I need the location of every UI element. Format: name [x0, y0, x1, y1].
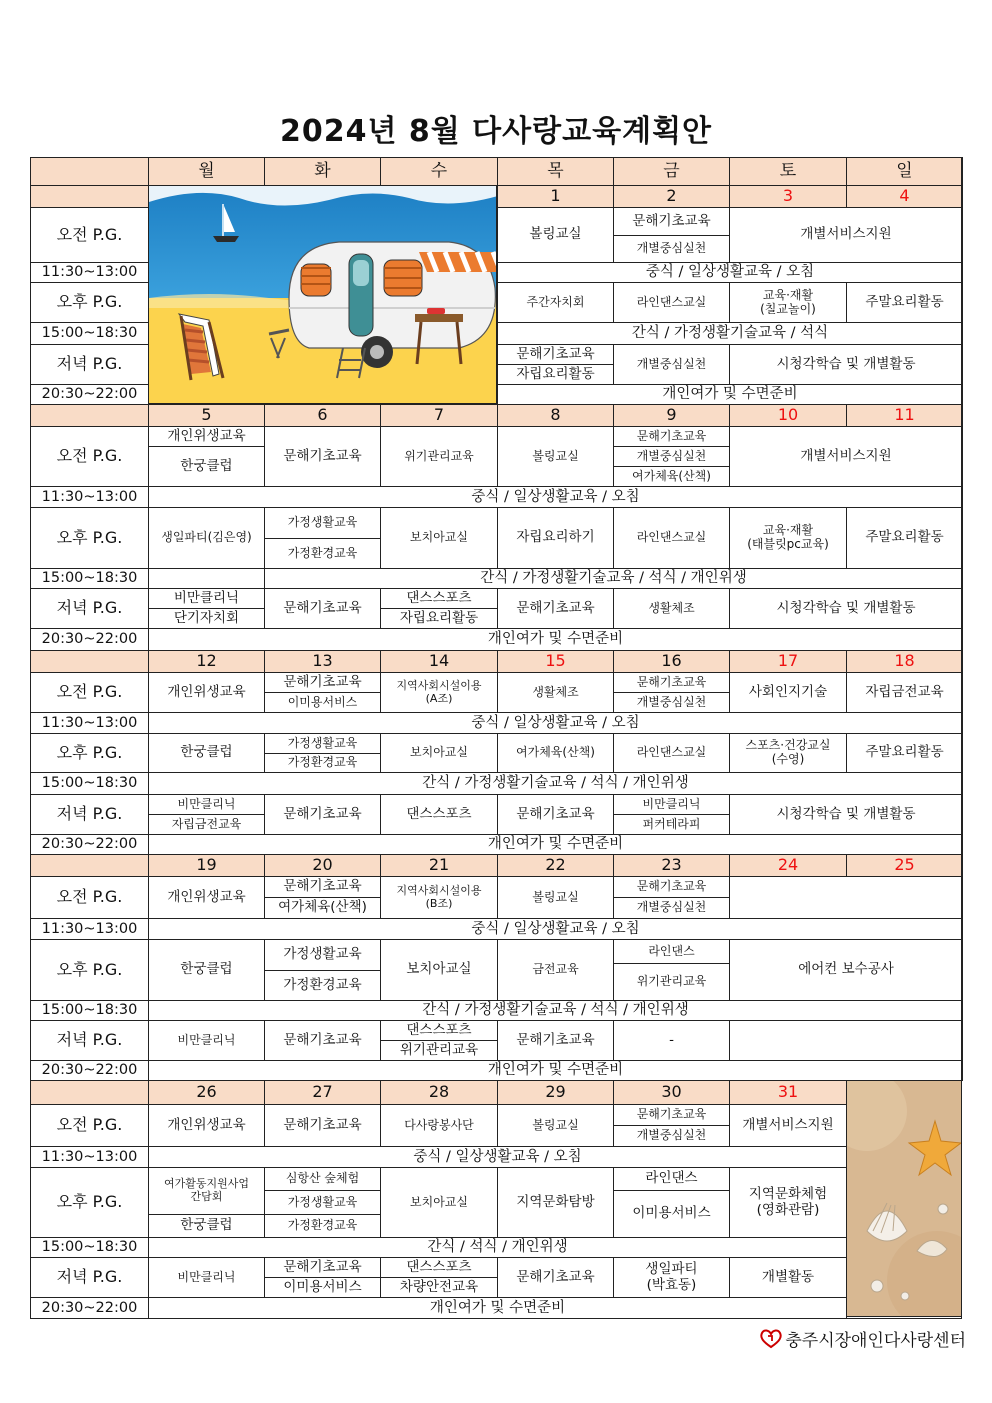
activity-cell: 생일파티 (박효동) — [613, 1257, 730, 1298]
day-header: 일 — [846, 157, 963, 186]
row-label: 오후 P.G. — [30, 733, 149, 773]
activity-cell: 개별활동 — [729, 1257, 847, 1298]
activity-cell: 개별서비스지원 — [729, 207, 963, 263]
activity-cell: - — [613, 1020, 730, 1061]
activity-cell: 단기자치회 — [148, 608, 265, 629]
row-label: 오전 P.G. — [30, 876, 149, 919]
date-cell: 9 — [613, 404, 730, 427]
row-label: 오전 P.G. — [30, 426, 149, 487]
week-header-corner — [30, 854, 149, 877]
activity-cell: 심항산 숲체험 — [264, 1167, 381, 1191]
row-label: 오후 P.G. — [30, 939, 149, 1001]
date-cell: 12 — [148, 650, 265, 673]
row-label: 15:00~18:30 — [30, 322, 149, 345]
activity-cell: 개인여가 및 수면준비 — [497, 384, 963, 405]
activity-cell: 비만클리닉 — [148, 1020, 265, 1061]
activity-cell: 위기관리교육 — [380, 426, 498, 487]
activity-cell: 지역문화체험 (영화관람) — [729, 1167, 847, 1238]
date-cell: 13 — [264, 650, 381, 673]
date-cell: 17 — [729, 650, 847, 673]
activity-cell: 문해기초교육 — [497, 794, 614, 835]
activity-cell: 문해기초교육 — [613, 426, 730, 447]
activity-cell: 댄스스포츠 — [380, 588, 498, 609]
row-label: 오전 P.G. — [30, 1104, 149, 1147]
date-cell: 28 — [380, 1080, 498, 1105]
activity-cell: 라인댄스교실 — [613, 733, 730, 773]
activity-cell: 지역사회시설이용 (A조) — [380, 672, 498, 713]
activity-cell: 사회인지기술 — [729, 672, 847, 713]
activity-cell: 중식 / 일상생활교육 / 오침 — [148, 712, 963, 734]
activity-cell: 가정환경교육 — [264, 1214, 381, 1238]
activity-cell: 퍼커테라피 — [613, 814, 730, 835]
activity-cell: 간식 / 가정생활기술교육 / 석식 / 개인위생 — [148, 1000, 963, 1021]
activity-cell: 위기관리교육 — [380, 1040, 498, 1061]
day-header: 월 — [148, 157, 265, 186]
activity-cell: 에어컨 보수공사 — [729, 939, 963, 1001]
row-label: 오전 P.G. — [30, 207, 149, 263]
day-header: 토 — [729, 157, 847, 186]
activity-cell: 시청각학습 및 개별활동 — [729, 794, 963, 835]
activity-cell: 간식 / 가정생활기술교육 / 석식 — [497, 322, 963, 345]
activity-cell: 볼링교실 — [497, 426, 614, 487]
row-label: 15:00~18:30 — [30, 772, 149, 795]
row-label: 15:00~18:30 — [30, 1237, 149, 1258]
row-label: 11:30~13:00 — [30, 262, 149, 283]
activity-cell: 자립요리활동 — [380, 608, 498, 629]
activity-cell: 한궁클럽 — [148, 733, 265, 773]
date-cell: 27 — [264, 1080, 381, 1105]
activity-cell: 개인여가 및 수면준비 — [148, 834, 963, 855]
heart-logo-icon — [760, 1329, 782, 1349]
activity-cell: 한궁클럽 — [148, 446, 265, 487]
row-label: 11:30~13:00 — [30, 712, 149, 734]
activity-cell: 위기관리교육 — [613, 963, 730, 1001]
activity-cell: 교육·재활 (태블릿pc교육) — [729, 507, 847, 569]
activity-cell: 개인여가 및 수면준비 — [148, 1297, 847, 1319]
activity-cell: 간식 / 가정생활기술교육 / 석식 / 개인위생 — [148, 772, 963, 795]
date-cell: 23 — [613, 854, 730, 877]
activity-cell: 주말요리활동 — [846, 282, 963, 323]
date-cell: 29 — [497, 1080, 614, 1105]
activity-cell: 보치아교실 — [380, 733, 498, 773]
activity-cell: 주간자치회 — [497, 282, 614, 323]
row-label: 11:30~13:00 — [30, 918, 149, 940]
page-title: 2024년 8월 다사랑교육계획안 — [279, 114, 713, 149]
activity-cell: 금전교육 — [497, 939, 614, 1001]
activity-cell: 다사랑봉사단 — [380, 1104, 498, 1147]
day-header: 금 — [613, 157, 730, 186]
activity-cell: 문해기초교육 — [613, 672, 730, 693]
activity-cell: 비만클리닉 — [148, 1257, 265, 1298]
date-cell: 24 — [729, 854, 847, 877]
empty-cell — [148, 568, 265, 589]
activity-cell: 이미용서비스 — [613, 1190, 730, 1238]
date-cell: 18 — [846, 650, 963, 673]
row-label: 저녁 P.G. — [30, 1020, 149, 1061]
activity-cell: 개인위생교육 — [148, 876, 265, 919]
activity-cell: 생일파티(김은영) — [148, 507, 265, 569]
activity-cell: 문해기초교육 — [497, 1257, 614, 1298]
seashells-starfish-image — [846, 1080, 962, 1317]
row-label: 저녁 P.G. — [30, 1257, 149, 1298]
row-label: 15:00~18:30 — [30, 568, 149, 589]
activity-cell: 라인댄스교실 — [613, 507, 730, 569]
activity-cell: 댄스스포츠 — [380, 794, 498, 835]
date-cell: 16 — [613, 650, 730, 673]
activity-cell: 개별중심실천 — [613, 446, 730, 467]
activity-cell: 문해기초교육 — [497, 588, 614, 629]
date-cell: 4 — [846, 185, 963, 208]
row-label: 20:30~22:00 — [30, 834, 149, 855]
header-corner — [30, 157, 149, 186]
row-label: 20:30~22:00 — [30, 384, 149, 405]
activity-cell: 자립금전교육 — [846, 672, 963, 713]
activity-cell: 한궁클럽 — [148, 939, 265, 1001]
activity-cell: 시청각학습 및 개별활동 — [729, 344, 963, 385]
activity-cell: 개인위생교육 — [148, 426, 265, 447]
activity-cell: 가정생활교육 — [264, 507, 381, 539]
activity-cell: 생활체조 — [613, 588, 730, 629]
activity-cell: 여가활동지원사업 간담회 — [148, 1167, 265, 1215]
activity-cell: 가정생활교육 — [264, 939, 381, 971]
row-label: 오후 P.G. — [30, 1167, 149, 1238]
activity-cell: 문해기초교육 — [264, 426, 381, 487]
activity-cell: 문해기초교육 — [264, 1020, 381, 1061]
activity-cell: 라인댄스 — [613, 939, 730, 964]
activity-cell: 개인여가 및 수면준비 — [148, 628, 963, 651]
activity-cell: 이미용서비스 — [264, 1277, 381, 1298]
activity-cell: 시청각학습 및 개별활동 — [729, 588, 963, 629]
date-cell: 14 — [380, 650, 498, 673]
activity-cell: 보치아교실 — [380, 507, 498, 569]
activity-cell: 문해기초교육 — [264, 876, 381, 898]
week-header-corner — [30, 185, 149, 208]
activity-cell: 지역문화탐방 — [497, 1167, 614, 1238]
date-cell: 10 — [729, 404, 847, 427]
activity-cell: 문해기초교육 — [264, 1104, 381, 1147]
date-cell: 25 — [846, 854, 963, 877]
activity-cell: 댄스스포츠 — [380, 1020, 498, 1041]
activity-cell: 개별중심실천 — [613, 897, 730, 919]
activity-cell: 가정환경교육 — [264, 538, 381, 569]
empty-cell — [729, 1020, 963, 1061]
activity-cell: 가정환경교육 — [264, 753, 381, 773]
activity-cell: 볼링교실 — [497, 207, 614, 263]
activity-cell: 문해기초교육 — [613, 207, 730, 236]
row-label: 저녁 P.G. — [30, 344, 149, 385]
activity-cell: 생활체조 — [497, 672, 614, 713]
activity-cell: 가정환경교육 — [264, 970, 381, 1001]
activity-cell: 비만클리닉 — [148, 794, 265, 815]
activity-cell: 중식 / 일상생활교육 / 오침 — [148, 918, 963, 940]
activity-cell: 간식 / 가정생활기술교육 / 석식 / 개인위생 — [264, 568, 963, 589]
date-cell: 22 — [497, 854, 614, 877]
week-header-corner — [30, 404, 149, 427]
activity-cell: 개별중심실천 — [613, 235, 730, 263]
activity-cell: 중식 / 일상생활교육 / 오침 — [148, 486, 963, 508]
activity-cell: 문해기초교육 — [497, 1020, 614, 1061]
activity-cell: 비만클리닉 — [613, 794, 730, 815]
activity-cell: 여가체육(산책) — [613, 466, 730, 487]
date-cell: 26 — [148, 1080, 265, 1105]
row-label: 20:30~22:00 — [30, 1297, 149, 1319]
activity-cell: 차량안전교육 — [380, 1277, 498, 1298]
activity-cell: 문해기초교육 — [613, 1104, 730, 1126]
activity-cell: 지역사회시설이용 (B조) — [380, 876, 498, 919]
date-cell: 19 — [148, 854, 265, 877]
date-cell: 7 — [380, 404, 498, 427]
activity-cell: 볼링교실 — [497, 1104, 614, 1147]
activity-cell: 라인댄스 — [613, 1167, 730, 1191]
activity-cell: 중식 / 일상생활교육 / 오침 — [497, 262, 963, 283]
activity-cell: 볼링교실 — [497, 876, 614, 919]
date-cell: 20 — [264, 854, 381, 877]
footer-org-name: 충주시장애인다사랑센터 — [785, 1331, 966, 1351]
row-label: 11:30~13:00 — [30, 1146, 149, 1168]
row-label: 오전 P.G. — [30, 672, 149, 713]
activity-cell: 중식 / 일상생활교육 / 오침 — [148, 1146, 847, 1168]
activity-cell: 개별중심실천 — [613, 344, 730, 385]
activity-cell: 라인댄스교실 — [613, 282, 730, 323]
activity-cell: 가정생활교육 — [264, 1190, 381, 1215]
row-label: 20:30~22:00 — [30, 628, 149, 651]
week-header-corner — [30, 650, 149, 673]
activity-cell: 보치아교실 — [380, 1167, 498, 1238]
activity-cell: 개별서비스지원 — [729, 426, 963, 487]
activity-cell: 자립요리활동 — [497, 364, 614, 385]
row-label: 저녁 P.G. — [30, 794, 149, 835]
beach-camper-image — [148, 185, 497, 404]
activity-cell: 주말요리활동 — [846, 507, 963, 569]
activity-cell: 개별서비스지원 — [729, 1104, 847, 1147]
date-cell: 21 — [380, 854, 498, 877]
row-label: 20:30~22:00 — [30, 1060, 149, 1081]
activity-cell: 한궁클럽 — [148, 1214, 265, 1238]
activity-cell: 개인위생교육 — [148, 1104, 265, 1147]
footer-logo — [760, 1326, 966, 1351]
activity-cell: 문해기초교육 — [497, 344, 614, 365]
activity-cell: 간식 / 석식 / 개인위생 — [148, 1237, 847, 1258]
date-cell: 30 — [613, 1080, 730, 1105]
empty-cell — [729, 876, 963, 919]
day-header: 목 — [497, 157, 614, 186]
date-cell: 5 — [148, 404, 265, 427]
activity-cell: 문해기초교육 — [264, 1257, 381, 1278]
date-cell: 11 — [846, 404, 963, 427]
date-cell: 6 — [264, 404, 381, 427]
day-header: 수 — [380, 157, 498, 186]
date-cell: 3 — [729, 185, 847, 208]
activity-cell: 문해기초교육 — [264, 588, 381, 629]
activity-cell: 여가체육(산책) — [264, 897, 381, 919]
activity-cell: 자립금전교육 — [148, 814, 265, 835]
date-cell: 1 — [497, 185, 614, 208]
date-cell: 8 — [497, 404, 614, 427]
row-label: 11:30~13:00 — [30, 486, 149, 508]
row-label: 저녁 P.G. — [30, 588, 149, 629]
activity-cell: 이미용서비스 — [264, 692, 381, 713]
activity-cell: 문해기초교육 — [264, 794, 381, 835]
date-cell: 15 — [497, 650, 614, 673]
activity-cell: 개인여가 및 수면준비 — [148, 1060, 963, 1081]
activity-cell: 문해기초교육 — [613, 876, 730, 898]
day-header: 화 — [264, 157, 381, 186]
activity-cell: 자립요리하기 — [497, 507, 614, 569]
activity-cell: 여가체육(산책) — [497, 733, 614, 773]
activity-cell: 문해기초교육 — [264, 672, 381, 693]
activity-cell: 주말요리활동 — [846, 733, 963, 773]
activity-cell: 교육·재활 (칠교놀이) — [729, 282, 847, 323]
row-label: 15:00~18:30 — [30, 1000, 149, 1021]
activity-cell: 비만클리닉 — [148, 588, 265, 609]
week-header-corner — [30, 1080, 149, 1105]
activity-cell: 가정생활교육 — [264, 733, 381, 754]
date-cell: 2 — [613, 185, 730, 208]
activity-cell: 스포츠·건강교실 (수영) — [729, 733, 847, 773]
activity-cell: 댄스스포츠 — [380, 1257, 498, 1278]
row-label: 오후 P.G. — [30, 282, 149, 323]
activity-cell: 개별중심실천 — [613, 1125, 730, 1147]
date-cell: 31 — [729, 1080, 847, 1105]
activity-cell: 개인위생교육 — [148, 672, 265, 713]
activity-cell: 보치아교실 — [380, 939, 498, 1001]
row-label: 오후 P.G. — [30, 507, 149, 569]
activity-cell: 개별중심실천 — [613, 692, 730, 713]
